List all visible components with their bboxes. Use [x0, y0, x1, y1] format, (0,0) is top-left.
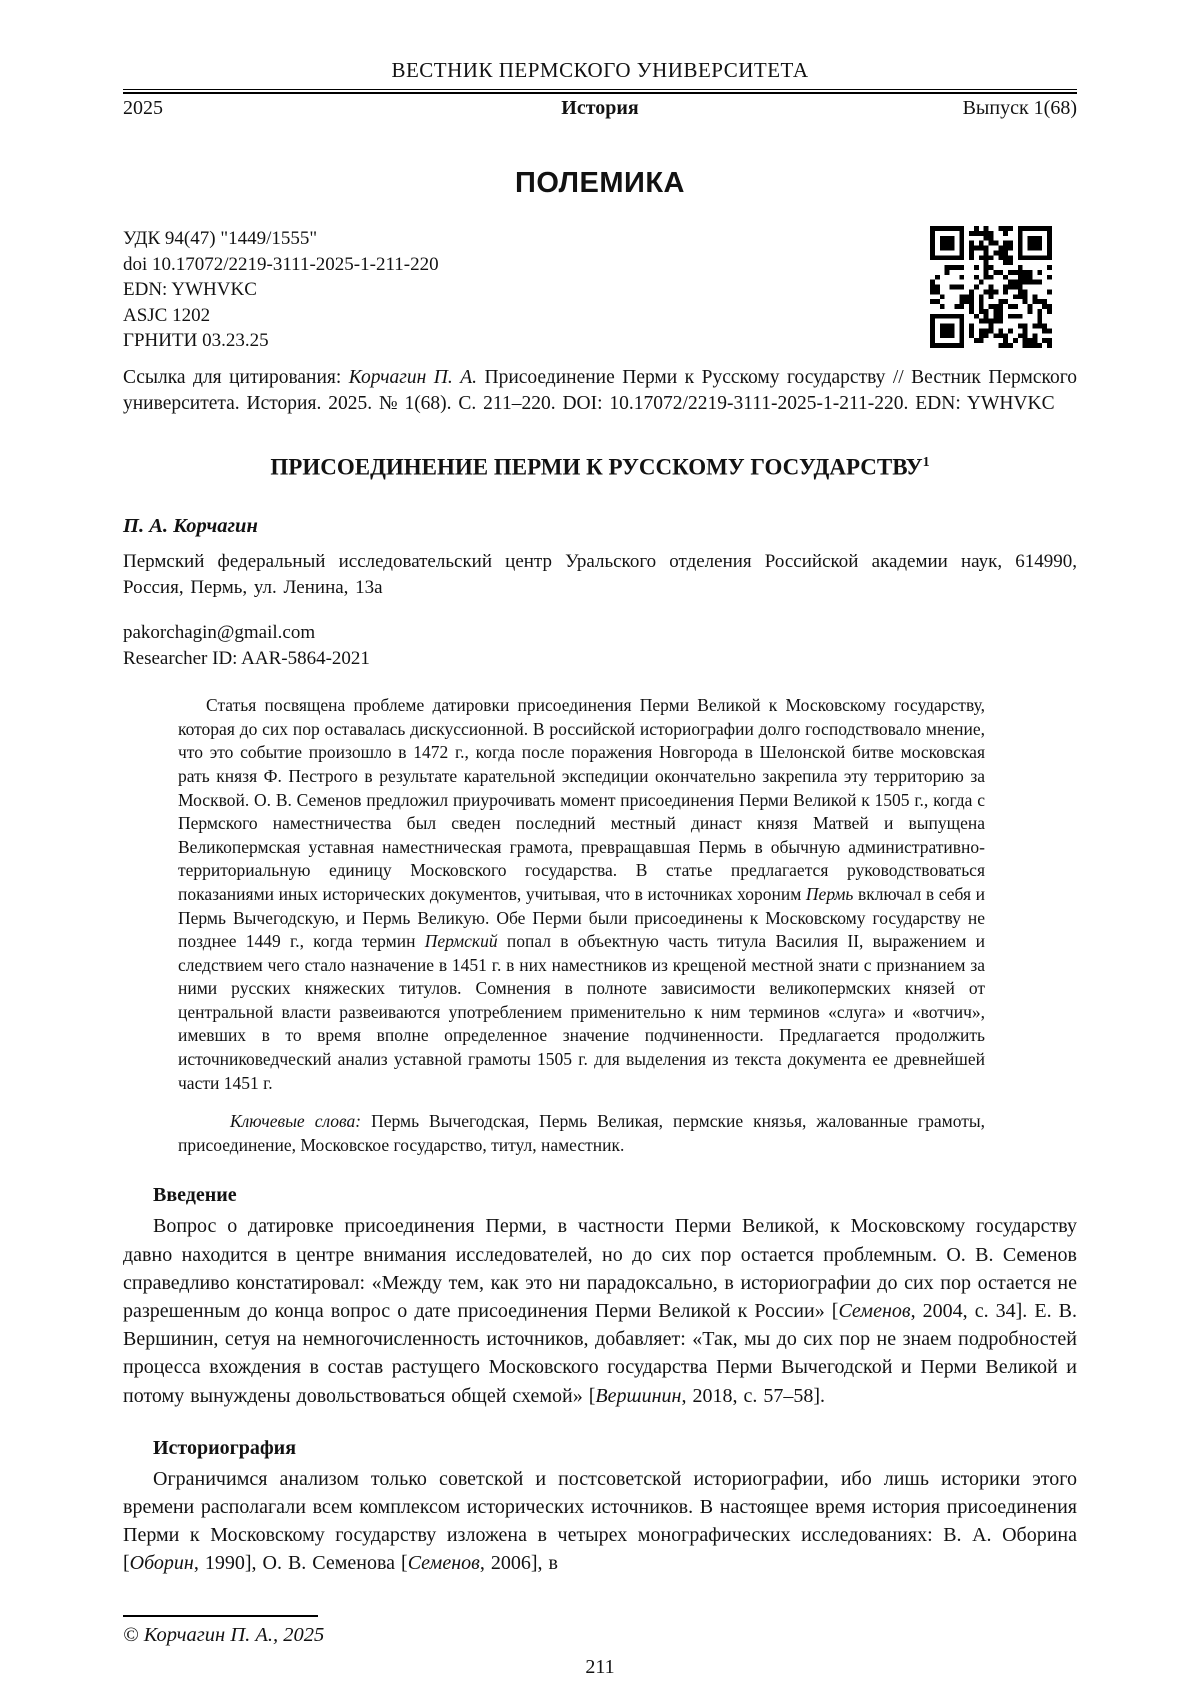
section-heading-historiography: Историография	[153, 1436, 297, 1459]
udc-line: УДК 94(47) "1449/1555"	[123, 228, 318, 249]
citation-paragraph: Ссылка для цитирования: Корчагин П. А. Присоединение Перми к Русскому государству // Вестник Пермского университета. История. 2025. № 1(68). С. 211–220. DOI: 10.17072/2219-3111-2025-1-211-220. EDN: YWHVKC	[123, 366, 1077, 414]
journal-year: 2025	[123, 97, 163, 119]
qr-code-icon	[930, 226, 1052, 348]
edn-line: EDN: YWHVKC	[123, 279, 257, 300]
rubric-heading: ПОЛЕМИКА	[514, 167, 685, 199]
journal-masthead: ВЕСТНИК ПЕРМСКОГО УНИВЕРСИТЕТА	[391, 58, 809, 82]
metadata-block	[123, 226, 1077, 354]
page-number: 211	[585, 1655, 615, 1678]
author-email: pakorchagin@gmail.com	[123, 622, 316, 644]
introduction-paragraph: Вопрос о датировке присоединения Перми, в частности Перми Великой, к Московскому государству давно находится в центре внимания исследователей, но до сих пор остается проблемным. О. В. Семенов справедливо констатировал: «Между тем, как это ни парадоксально, в историографии до сих пор остается не разрешенным до конца вопрос о дате присоединения Перми Великой к России» [Семенов, 2004, с. 34]. Е. В. Вершинин, сетуя на немногочисленность источников, добавляет: «Так, мы до сих пор не знаем подробностей процесса вхождения в состав растущего Московского государства Перми Вычегодской и Перми Великой и потому вынуждены довольствоваться общей схемой» [Вершинин, 2018, с. 57–58].	[123, 1215, 1078, 1407]
journal-issue: Выпуск 1(68)	[962, 97, 1077, 119]
copyright-note: © Корчагин П. А., 2025	[123, 1623, 325, 1646]
historiography-paragraph: Ограничимся анализом только советской и постсоветской историографии, ибо лишь историки этого времени располагали всем комплексом исторических источников. В настоящее время история присоединения Перми к Московскому государству изложена в четырех монографических исследованиях: В. А. Оборина [Оборин, 1990], О. В. Семенова [Семенов, 2006], в	[123, 1467, 1077, 1575]
researcher-id: Researcher ID: AAR-5864-2021	[123, 648, 370, 670]
issue-row	[123, 97, 1077, 120]
abstract-paragraph: Статья посвящена проблеме датировки присоединения Перми Великой к Московскому государству, которая до сих пор оставалась дискуссионной. В российской историографии долго господствовало мнение, что это событие произошло в 1472 г., когда после поражения Новгорода в Шелонской битве московская рать князя Ф. Пестрого в результате карательной экспедиции окончательно закрепила эту территорию за Москвой. О. В. Семенов предложил приурочивать момент присоединения Перми Великой к 1505 г., когда с Пермского наместничества был сведен последний местный династ князя Матвей и выпущена Великопермская уставная наместническая грамота, превращавшая Пермь в обычную административно-территориальную единицу Московского государства. В статье предлагается руководствоваться показаниями иных исторических документов, учитывая, что в источниках хороним Пермь включал в себя и Пермь Вычегодскую, и Пермь Великую. Обе Перми были присоединены к Московскому государству не позднее 1449 г., когда термин Пермский попал в объектную часть титула Василия II, выражением и следствием чего стало назначение в 1451 г. в них наместников из крещеной местной знати с признанием за ними русских княжеских титулов. Сомнения в полноте зависимости великопермских князей от центральной власти развеиваются употреблением применительно к ним терминов «слуга» и «вотчич», имевших в то время вполне определенное значение подчиненности. Предлагается продолжить источниковедческий анализ уставной грамоты 1505 г. для выделения из текста документа ее древнейшей части 1451 г.	[178, 695, 985, 1093]
asjc-line: ASJC 1202	[123, 304, 211, 326]
article-title: ПРИСОЕДИНЕНИЕ ПЕРМИ К РУССКОМУ ГОСУДАРСТВУ$^1$	[270, 454, 930, 480]
header-rule	[123, 89, 1077, 94]
keywords-paragraph: Ключевые слова: Пермь Вычегодская, Пермь Великая, пермские князья, жалованные грамоты, присоединение, Московское государство, титул, наместник.	[178, 1111, 985, 1155]
doi-line: doi 10.17072/2219-3111-2025-1-211-220	[123, 253, 439, 275]
footnote-rule	[123, 1615, 318, 1617]
journal-series: История	[561, 97, 639, 119]
section-heading-introduction: Введение	[153, 1184, 237, 1207]
grnti-line: ГРНИТИ 03.23.25	[123, 330, 269, 351]
author-affiliation: Пермский федеральный исследовательский центр Уральского отделения Российской академии наук, 614990, Россия, Пермь, ул. Ленина, 13а	[123, 551, 1077, 599]
author-name: П. А. Корчагин	[123, 515, 258, 538]
